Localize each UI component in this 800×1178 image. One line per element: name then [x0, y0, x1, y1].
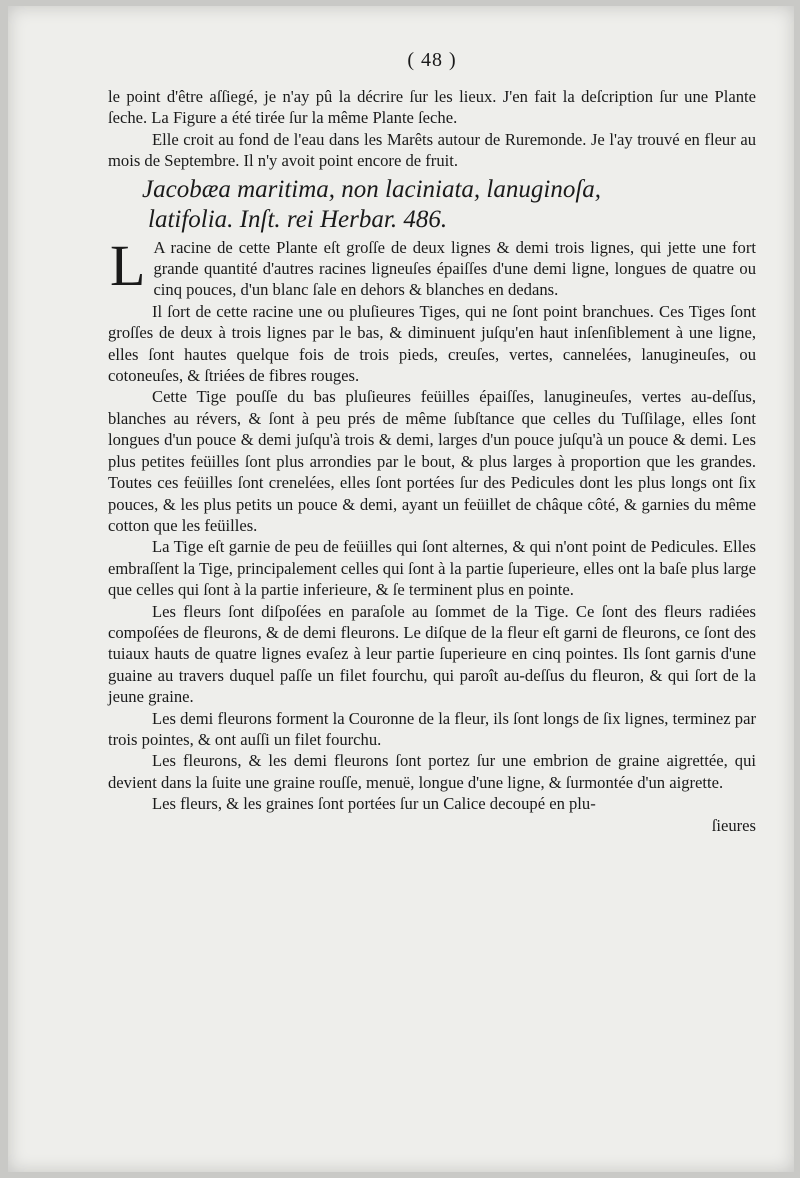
paragraph-root: [108, 232, 756, 301]
paragraph-flowers: Les fleurs ſont diſpoſées en paraſole au ſommet de la Tige. Ce ſont des fleurs radiées compoſées de fleurons, & de demi fleurons. Le diſque de la fleur eſt garni de fleurons, ce ſont des tuiaux hauts de quatre lignes evaſez à leur partie ſuperieure en cinq pointes. Ils ſont garnis d'une guaine au travers duquel paſſe un filet fourchu, qui paroît au-deſſus du fleuron, & qui ſort de la jeune graine.: [108, 601, 756, 707]
paragraph-root-text: A racine de cette Plante eſt groſſe de deux lignes & demi trois lignes, qui jette une fort grande quantité d'autres racines ligneuſes épaiſſes d'une demi ligne, longues de quatre ou cinq pouces, d'un blanc ſale en dehors & blanches en dedans.: [153, 237, 756, 300]
paragraph-stems: Il ſort de cette racine une ou pluſieures Tiges, qui ne ſont point branchues. Ces Tiges ſont groſſes de deux à trois lignes par le bas, & diminuent juſqu'en haut inſenſiblement à une ligne, elles ſont hautes quelque fois de trois pieds, creuſes, vertes, cannelées, lanugineuſes, ou cotoneuſes, & ſtriées de fibres rouges.: [108, 301, 756, 386]
paragraph-leaves: Cette Tige pouſſe du bas pluſieures feüilles épaiſſes, lanugineuſes, vertes au-deſſus, blanches au révers, & ſont à peu prés de même ſubſtance que celles du Tuſſilage, elles ſont longues d'un pouce & demi juſqu'à trois & demi, larges d'un pouce juſqu'à un pouce & demi. Les plus petites feüilles ſont plus arrondies par le bout, & plus larges à proportion que les grandes. Toutes ces feüilles ſont crenelées, elles ſont portées ſur des Pedicules dont les plus longs ont ſix pouces, & les plus petits un pouce & demi, ayant un feüillet de châque côté, & garnies du même cotton que les feüilles.: [108, 387, 756, 535]
drop-cap: L: [110, 232, 146, 298]
intro-paragraph-1: le point d'être aſſiegé, je n'ay pû la décrire ſur les lieux. J'en fait la deſcription ſur une Plante ſeche. La Figure a été tirée ſur la même Plante ſeche.: [108, 87, 756, 128]
paragraph-calyx: Les fleurs, & les graines ſont portées ſur un Calice decoupé en plu-: [152, 794, 596, 814]
catchword: ſieures: [711, 815, 756, 835]
paragraph-stem-leaves: La Tige eſt garnie de peu de feüilles qui ſont alternes, & qui n'ont point de Pedicules. Elles embraſſent la Tige, principalement celles qui ſont à la partie ſuperieure, elles ont la baſe plus large que celles qui ſont à la partie inferieure, & ſe terminent plus en pointe.: [108, 537, 756, 600]
page-number: ( 48 ): [407, 49, 457, 71]
species-title-line-2: latifolia. Inſt. rei Herbar. 486.: [148, 205, 448, 233]
intro-paragraph-2: Elle croit au fond de l'eau dans les Marêts autour de Ruremonde. Je l'ay trouvé en fleur au mois de Septembre. Il n'y avoit point encore de fruit.: [108, 129, 756, 171]
paragraph-seeds: Les fleurons, & les demi fleurons ſont portez ſur une embrion de graine aigrettée, qui devient dans la ſuite une graine rouſſe, menuë, longue d'une ligne, & ſurmontée d'un aigrette.: [108, 751, 756, 792]
species-title-line-1: Jacobæa maritima, non laciniata, lanuginoſa,: [142, 175, 602, 203]
species-title: [108, 175, 756, 235]
page-body: [108, 86, 756, 836]
book-page: [8, 6, 794, 1172]
paragraph-half-florets: Les demi fleurons forment la Couronne de la fleur, ils ſont longs de ſix lignes, terminez par trois pointes, & ont auſſi un filet fourchu.: [108, 708, 756, 749]
